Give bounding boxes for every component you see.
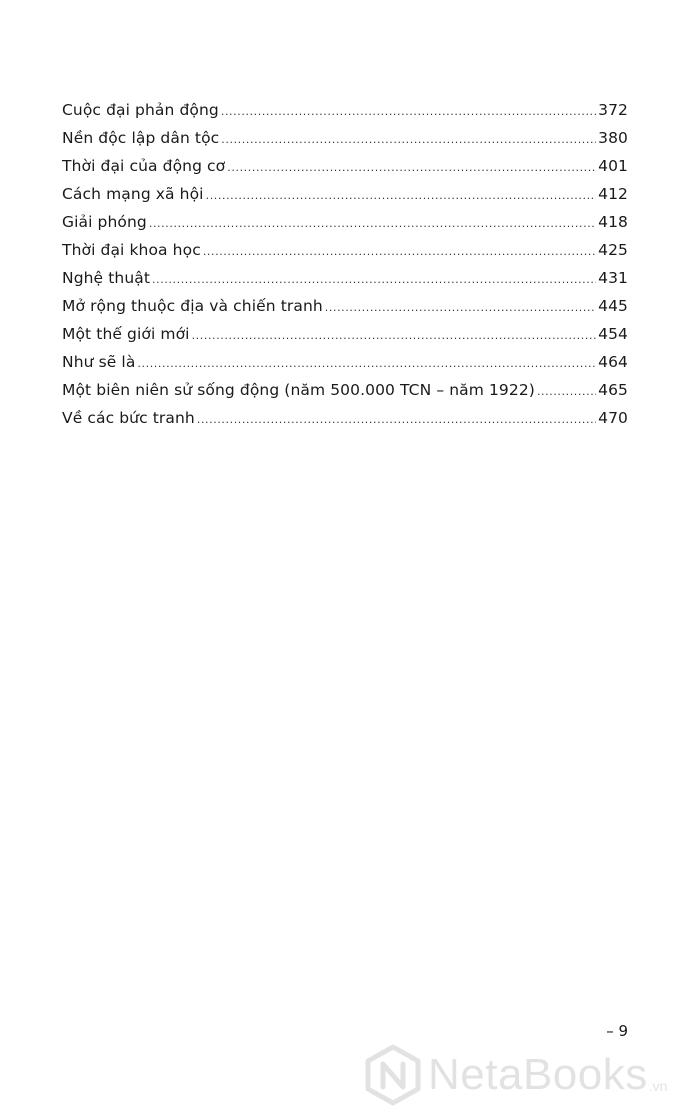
toc-entry: [62, 376, 628, 404]
toc-entry-title: Một biên niên sử sống động (năm 500.000 TCN – năm 1922): [62, 381, 535, 399]
toc-entry-page: 454: [598, 325, 628, 343]
toc-entry-title: Nền độc lập dân tộc: [62, 129, 220, 147]
toc-leader-dots: [227, 154, 596, 182]
toc-entry-page: 464: [598, 353, 628, 371]
watermark-suffix: .vn: [648, 1078, 668, 1094]
page-number: – 9: [606, 1022, 628, 1040]
toc-leader-dots: [221, 126, 596, 154]
toc-entry-page: 425: [598, 241, 628, 259]
toc-entry: [62, 404, 628, 432]
toc-entry-page: 418: [598, 213, 628, 231]
toc-entry-page: 470: [598, 409, 628, 427]
toc-entry-title: Cách mạng xã hội: [62, 185, 204, 203]
toc-leader-dots: [149, 210, 596, 238]
netabooks-watermark: [364, 1042, 694, 1108]
toc-entry-title: Mở rộng thuộc địa và chiến tranh: [62, 297, 323, 315]
toc-entry-title: Nghệ thuật: [62, 269, 151, 287]
toc-entry-page: 372: [598, 101, 628, 119]
toc-entry-title: Giải phóng: [62, 213, 147, 231]
table-of-contents: [62, 96, 628, 432]
toc-entry-title: Một thế giới mới: [62, 325, 190, 343]
toc-entry-page: 445: [598, 297, 628, 315]
toc-entry-page: 380: [598, 129, 628, 147]
toc-leader-dots: [325, 294, 596, 322]
netabooks-logo-icon: [364, 1044, 422, 1106]
toc-leader-dots: [221, 98, 596, 126]
watermark-brand: NetaBooks: [428, 1050, 648, 1099]
toc-entry: [62, 124, 628, 152]
toc-leader-dots: [192, 322, 597, 350]
toc-leader-dots: [537, 378, 596, 406]
toc-entry: [62, 96, 628, 124]
toc-entry: [62, 264, 628, 292]
toc-leader-dots: [137, 350, 596, 378]
toc-leader-dots: [203, 238, 596, 266]
toc-entry-title: Như sẽ là: [62, 353, 136, 371]
toc-entry: [62, 236, 628, 264]
toc-entry-title: Thời đại khoa học: [62, 241, 201, 259]
toc-entry-page: 465: [598, 381, 628, 399]
toc-entry: [62, 292, 628, 320]
toc-entry-title: Cuộc đại phản động: [62, 101, 219, 119]
toc-entry-page: 401: [598, 157, 628, 175]
toc-entry: [62, 320, 628, 348]
toc-entry-title: Thời đại của động cơ: [62, 157, 226, 175]
toc-leader-dots: [206, 182, 597, 210]
toc-entry-page: 431: [598, 269, 628, 287]
toc-entry: [62, 180, 628, 208]
toc-entry: [62, 208, 628, 236]
toc-entry: [62, 152, 628, 180]
toc-entry-page: 412: [598, 185, 628, 203]
toc-leader-dots: [152, 266, 596, 294]
toc-leader-dots: [197, 406, 596, 434]
toc-entry: [62, 348, 628, 376]
toc-entry-title: Về các bức tranh: [62, 409, 195, 427]
